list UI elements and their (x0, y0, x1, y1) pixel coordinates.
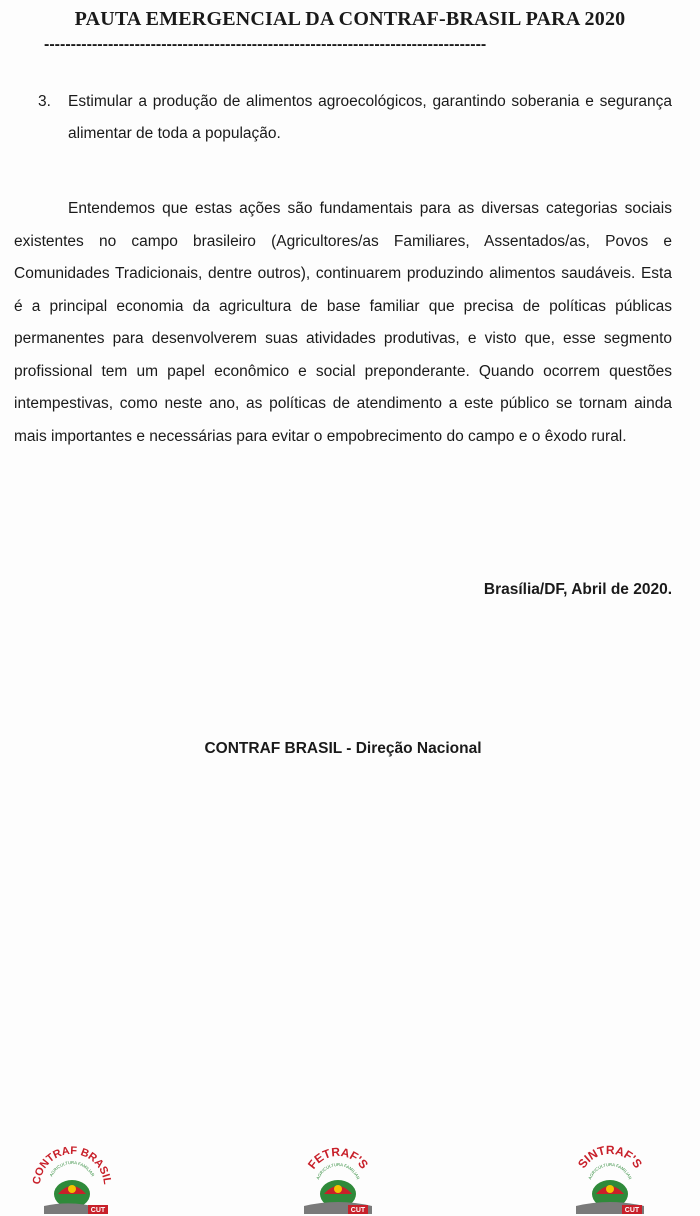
svg-text:FETRAF'S: FETRAF'S (304, 1144, 372, 1172)
item-number: 3. (38, 93, 51, 110)
svg-text:AGRICULTURA FAMILIAR: AGRICULTURA FAMILIAR (48, 1159, 96, 1178)
svg-text:SINTRAF'S: SINTRAF'S (575, 1142, 645, 1171)
page-title: PAUTA EMERGENCIAL DA CONTRAF-BRASIL PARA 2020 (74, 8, 626, 30)
fetrafs-logo (296, 1142, 380, 1216)
contraf-brasil-logo (30, 1142, 114, 1216)
svg-text:CUT: CUT (624, 1207, 640, 1214)
title-divider: ----------------------------------------------------------------------------------- (44, 36, 487, 53)
svg-text:CONTRAF BRASIL: CONTRAF BRASIL (30, 1144, 114, 1186)
signature: CONTRAF BRASIL - Direção Nacional (204, 740, 482, 757)
svg-text:AGRICULTURA FAMILIAR: AGRICULTURA FAMILIAR (315, 1161, 361, 1181)
numbered-list-item (38, 86, 672, 150)
sintrafs-logo (568, 1142, 652, 1216)
body-paragraph: Entendemos que estas ações são fundamentais para as diversas categorias sociais existentes no campo brasileiro (Agricultores/as Familiares, Assentados/as, Povos e Comunidades Tradicionais, dentre outros), continuarem produzindo alimentos saudáveis. Esta é a principal economia da agricultura de base familiar que precisa de políticas públicas permanentes para desenvolverem suas atividades produtivas, e visto que, esse segmento profissional tem um papel econômico e social preponderante. Quando ocorrem questões intempestivas, como neste ano, as políticas de atendimento a este público se tornam ainda mais importantes e necessárias para evitar o empobrecimento do campo e o êxodo rural. (14, 200, 672, 445)
item-text: Estimular a produção de alimentos agroecológicos, garantindo soberania e segurança alimentar de toda a população. (68, 93, 672, 142)
svg-text:CUT: CUT (90, 1207, 106, 1214)
svg-text:AGRICULTURA FAMILIAR: AGRICULTURA FAMILIAR (587, 1161, 633, 1181)
svg-text:CUT: CUT (350, 1207, 366, 1214)
date-location: Brasília/DF, Abril de 2020. (483, 581, 672, 598)
